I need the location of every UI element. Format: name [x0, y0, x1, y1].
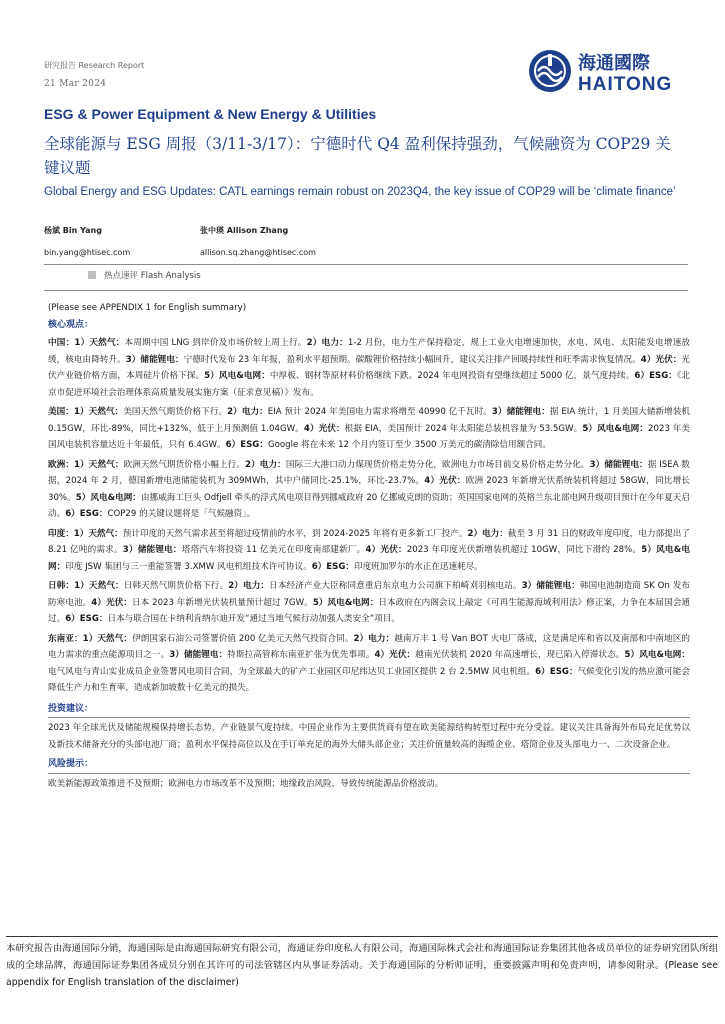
topic-label: 4）光伏：	[91, 597, 132, 608]
topic-text: 日本与联合国在卡纳利肯纳尔迪开发“通过当地气候行动加强人类安全”项目。	[107, 614, 400, 624]
topic-label: 5）风电&电网：	[624, 650, 690, 660]
topic-label: 5）风电&电网：	[582, 423, 649, 434]
topic-text: 预计印度的天然气需求甚至将超过疫情前的水平，到 2024-2025 年将有更多新工厂投产。	[122, 528, 468, 539]
divider-disclaimer	[6, 936, 718, 937]
topic-label: 6）ESG：	[65, 509, 108, 519]
topic-label: 1）天然气：	[73, 407, 124, 417]
topic-text: 根据 EIA，美国预计 2024 年太阳能总装机容量为 53.5GW。	[344, 423, 583, 434]
topic-text: 美国天然气期货价格下行。	[123, 407, 228, 417]
topic-text: 1-2 月份，电力生产保持稳定，规上工业火电增速加快，水电、风电、太阳能发电增速放缓，核电由降转升。	[48, 338, 691, 365]
topic-label: 2）电力：	[227, 407, 268, 417]
topic-text: 特斯拉高管称东南亚扩张为优先事项。	[227, 650, 375, 660]
topic-text: 越南光伏装机 2020 年高速增长，现已陷入停滞状态。	[415, 650, 625, 660]
author-email-1[interactable]: bin.yang@htisec.com	[44, 248, 131, 257]
topic-label: 2）电力：	[467, 528, 508, 539]
flash-square-icon	[88, 271, 96, 279]
topic-label: 1）天然气：	[74, 581, 124, 591]
region-name: 印度：	[48, 528, 74, 539]
author-email-2[interactable]: allison.sq.zhang@htisec.com	[200, 248, 316, 257]
topic-label: 2）电力：	[245, 459, 286, 470]
author-name-1: 杨斌 Bin Yang	[44, 226, 102, 235]
regions-list	[48, 335, 690, 697]
topic-text: 气候变化引发的热应激可能会降低生产力和生育率，造成新加坡数十亿美元的损失。	[48, 666, 690, 693]
topic-label: 3）储能锂电：	[491, 407, 550, 417]
topic-text: 国际三大港口动力煤现货价格走势分化，欧洲电力市场目前交易价格走势分化。	[285, 459, 590, 470]
topic-label: 6）ESG：	[634, 371, 678, 381]
region-paragraph	[48, 335, 690, 401]
region-name: 中国：	[48, 338, 75, 348]
topic-label: 2）电力：	[306, 338, 348, 348]
topic-text: 截至 3 月 31 日的财政年度印度，电力部提出了 8.21 亿吨的需求。	[48, 528, 690, 555]
topic-label: 5）风电&电网：	[75, 492, 141, 503]
topic-label: 4）光伏：	[640, 354, 682, 365]
topic-text: 中厚板、钢材等原材料价格继续下跌。2024 年电网投资有望继续超过 5000 亿，景气度持续。	[269, 371, 635, 381]
topic-label: 1）天然气：	[82, 633, 133, 644]
topic-text: 韩国电池制造商 SK On 发布防寒电池。	[48, 581, 690, 608]
region-name: 美国：	[48, 407, 74, 417]
region-paragraph	[48, 578, 690, 628]
region-paragraph	[48, 404, 690, 454]
region-paragraph	[48, 631, 690, 697]
risk-title: 风险提示：	[48, 759, 94, 769]
topic-label: 6）ESG：	[311, 561, 354, 572]
topic-label: 5）风电&电网：	[312, 597, 379, 608]
topic-text: COP29 的关键议题将是「气候融资」。	[107, 509, 256, 519]
topic-label: 1）天然气：	[74, 459, 124, 470]
topic-text: 欧洲天然气期货价格小幅上行。	[123, 459, 246, 470]
topic-label: 3）储能锂电：	[122, 545, 182, 555]
region-paragraph	[48, 457, 690, 523]
topic-label: 2）电力：	[353, 633, 395, 644]
topic-text: 光伏产业链价格方面，本周硅片价格下探。	[48, 354, 690, 381]
topic-label: 5）风电&电网：	[204, 371, 270, 381]
topic-text: 欧洲 2023 年新增光伏系统装机将超过 58GW，同比增长 30%。	[48, 476, 690, 503]
invest-text: 2023 年全球光伏及储能规模保持增长态势，产业链景气度持续。中国企业作为主要供货商有望在欧美能源结构转型过程中充分受益。建议关注具备海外布局充足优势以及新技术储备充分的头部电池厂商；盈利水平保持高位以及在手订单充足的海外大储头部企业；关注价值量较高的海缆企业、塔筒企业及头部电力一、二次设备企业。	[48, 723, 690, 750]
divider-top	[44, 264, 688, 265]
risk-text: 欧美新能源政策推进不及预期；欧洲电力市场改革不及预期；地缘政治风险，导致传统能源品价格波动。	[48, 778, 444, 789]
topic-label: 5）风电&电网：	[48, 545, 691, 572]
topic-text: 据 EIA 统计，1 月美国大储新增装机 0.15GW，环比-89%，同比+132%，低于上月预测值 1.04GW。	[48, 407, 690, 434]
flash-analysis-label: 热点速评 Flash Analysis	[104, 271, 201, 281]
logo-cn-text: 海通國際	[578, 53, 650, 74]
topic-text: 印度 JSW 集团与三一重能签署 3.XMW 风电机组技术许可协议。	[65, 561, 312, 572]
topic-text: 由挪威海工巨头 Odfjell 牵头的浮式风电项目得到挪威政府 20 亿挪威克朗的资助；英国国家电网的英格兰东北部电网升级项目预计在今年夏天启动。	[48, 492, 690, 519]
topic-label: 2）电力：	[228, 581, 270, 591]
topic-text: 印度班加罗尔的水正在迅速耗尽。	[353, 561, 483, 572]
region-name: 东南亚：	[48, 633, 83, 644]
topic-label: 4）光伏：	[424, 476, 466, 486]
topic-text: 2023 年美国风电装机容量达近十年最低，只有 6.4GW。	[48, 423, 691, 450]
topic-label: 6）ESG：	[65, 614, 108, 624]
divider-risk	[48, 773, 690, 774]
topic-text: Google 将在未来 12 个月内签订至少 3500 万美元的碳清除信用额合同。	[267, 440, 551, 450]
topic-text: EIA 预计 2024 年美国电力需求将增至 40990 亿千瓦时。	[267, 407, 492, 417]
topic-label: 3）储能锂电：	[169, 650, 228, 660]
report-title-en: Global Energy and ESG Updates: CATL earnings remain robust on 2023Q4, the key issue of COP29 will be ‘climate finance’	[44, 186, 676, 198]
topic-text: 日韩天然气期货价格下行。	[123, 581, 229, 591]
report-title-cn: 全球能源与 ESG 周报（3/11-3/17）：宁德时代 Q4 盈利保持强劲，气候融资为 COP29 关键议题	[44, 135, 671, 177]
topic-text: 日本经济产业大臣称同意重启东京电力公司旗下柏崎刈羽核电站。	[269, 581, 522, 591]
topic-text: 2023 年印度光伏新增装机超过 10GW，同比下滑约 28%。	[406, 545, 642, 555]
haitong-emblem-icon	[528, 48, 688, 94]
appendix-note: (Please see APPENDIX 1 for English summary)	[48, 303, 247, 313]
topic-label: 6）ESG：	[225, 440, 268, 450]
report-type-label: 研究报告 Research Report	[44, 61, 145, 70]
topic-label: 3）储能锂电：	[521, 581, 580, 591]
topic-text: 本周期中国 LNG 到岸价及市场价较上周上行。	[124, 338, 307, 348]
haitong-logo	[528, 48, 688, 94]
topic-label: 4）光伏：	[303, 423, 345, 434]
topic-label: 1）天然气：	[74, 338, 125, 348]
topic-text: 伊朗国家石油公司签署价值 200 亿美元天然气投资合同。	[132, 633, 354, 644]
topic-text: 日本 2023 年新增光伏装机量预计超过 7GW。	[131, 597, 313, 608]
logo-en-text: HAITONG	[578, 74, 673, 94]
core-views-title: 核心观点：	[48, 319, 94, 330]
topic-text: 电气风电与青山实业成员企业签署风电项目合同，为全球最大的矿产工业园区印尼纬达贝工业园区提供 2 台 2.5MW 风电机组。	[48, 666, 536, 677]
topic-label: 4）光伏：	[365, 545, 407, 555]
divider-invest	[48, 717, 690, 718]
divider-flash	[44, 290, 688, 291]
topic-text: 越南万丰 1 号 Van BOT 火电厂落成，这是满足库和省以及南部和中南地区的电力需求的重点能源项目之一。	[48, 633, 690, 660]
topic-text: 塔塔汽车将投资 11 亿美元在印度南部建新厂。	[181, 545, 366, 555]
report-date: 21 Mar 2024	[44, 79, 107, 89]
invest-title: 投资建议：	[48, 703, 94, 714]
sector-title: ESG & Power Equipment & New Energy & Utilities	[44, 106, 377, 122]
topic-text: 日本政府在内阁会议上敲定《可再生能源海域利用法》修正案，力争在本届国会通过。	[48, 597, 690, 624]
summary-body	[48, 300, 690, 792]
disclaimer-text: 本研究报告由海通国际分销，海通国际是由海通国际研究有限公司，海通证券印度私人有限公司，海通国际株式会社和海通国际证券集团其他各成员单位的证券研究团队所组成的全球品牌，海通国际证券集团各成员分别在其许可的司法管辖区内从事证券活动。关于海通国际的分析师证明，重要披露声明和免责声明，请参阅附录。(Please see appendix for English translation of the disclaimer)	[6, 943, 718, 988]
region-paragraph	[48, 526, 690, 576]
region-name: 日韩：	[48, 581, 75, 591]
topic-label: 6）ESG：	[535, 666, 578, 677]
topic-label: 3）储能锂电：	[125, 354, 184, 365]
region-name: 欧洲：	[48, 459, 75, 470]
topic-label: 4）光伏：	[374, 650, 416, 660]
topic-text: 据 ISEA 数据，2024 年 2 月，德国新增电池储能装机为 309MWh，其中户储同比-25.1%，环比-23.7%。	[48, 459, 690, 486]
topic-text: 《北京市促进环境社会治理体系高质量发展实施方案（征求意见稿）》发布。	[48, 371, 690, 398]
topic-label: 3）储能锂电：	[589, 459, 648, 470]
author-name-2: 张中瑛 Allison Zhang	[200, 226, 289, 235]
topic-text: 宁德时代发布 23 年年报，盈利水平超预期。碳酸锂价格持续小幅回升，建议关注排产回暖持续性和旺季需求恢复情况。	[183, 354, 641, 365]
topic-label: 1）天然气：	[73, 528, 123, 539]
